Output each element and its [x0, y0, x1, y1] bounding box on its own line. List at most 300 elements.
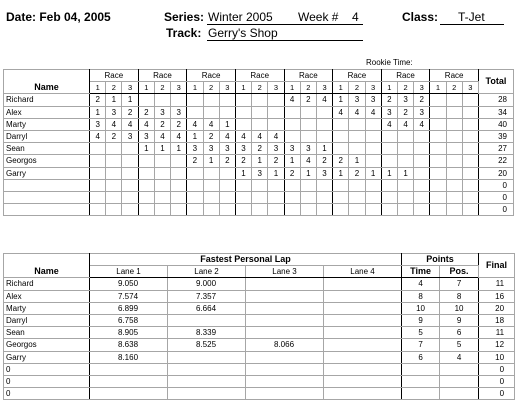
race-header: Race	[235, 70, 284, 82]
racer-name: Alex	[4, 290, 90, 302]
race-position-cell	[300, 191, 316, 203]
race-position-cell	[430, 191, 446, 203]
lane2-time	[168, 375, 246, 387]
race-position-cell: 2	[414, 94, 430, 106]
lane-number: 2	[106, 82, 122, 94]
race-position-cell: 4	[333, 106, 349, 118]
lane1-time	[90, 375, 168, 387]
time-points: 5	[402, 327, 440, 339]
race-position-cell: 1	[235, 167, 251, 179]
race-position-cell	[268, 118, 284, 130]
final-points: 0	[479, 363, 515, 375]
race-position-cell: 1	[187, 130, 203, 142]
track-label: Track:	[166, 26, 202, 40]
race-position-cell	[154, 191, 170, 203]
race-position-cell	[397, 191, 413, 203]
name-header: Name	[4, 70, 90, 94]
pos-points: 4	[440, 351, 479, 363]
race-position-cell: 2	[122, 106, 138, 118]
series-value: Winter 2005	[208, 10, 273, 24]
lane3-time	[246, 351, 324, 363]
race-position-cell	[252, 106, 268, 118]
race-position-cell: 2	[284, 167, 300, 179]
lane4-time	[324, 375, 402, 387]
final-points: 20	[479, 302, 515, 314]
race-position-cell	[414, 191, 430, 203]
race-position-cell	[365, 143, 381, 155]
name-header: Name	[4, 254, 90, 278]
race-position-cell	[90, 167, 106, 179]
lane-header: Lane 4	[324, 266, 402, 278]
lane2-time	[168, 363, 246, 375]
race-position-cell: 4	[203, 118, 219, 130]
lane1-time: 6.758	[90, 314, 168, 326]
race-position-cell	[414, 179, 430, 191]
race-position-cell	[154, 179, 170, 191]
total-cell: 0	[478, 179, 513, 191]
race-header: Race	[381, 70, 430, 82]
race-position-cell	[187, 179, 203, 191]
race-position-cell	[219, 94, 235, 106]
race-position-cell	[252, 118, 268, 130]
final-points: 16	[479, 290, 515, 302]
race-position-cell	[154, 155, 170, 167]
racer-name: Richard	[4, 278, 90, 290]
race-position-cell: 1	[122, 94, 138, 106]
total-cell: 20	[478, 167, 513, 179]
race-position-cell: 2	[349, 167, 365, 179]
race-position-cell	[219, 167, 235, 179]
total-header: Total	[478, 70, 513, 94]
race-position-cell: 3	[171, 106, 187, 118]
race-position-cell	[462, 94, 478, 106]
race-position-cell: 1	[397, 167, 413, 179]
race-position-cell: 1	[138, 143, 154, 155]
race-position-cell	[333, 191, 349, 203]
lane-number: 3	[316, 82, 332, 94]
date-label: Date: Feb 04, 2005	[6, 10, 111, 24]
race-position-cell: 3	[381, 106, 397, 118]
race-position-cell	[106, 155, 122, 167]
table-row	[4, 167, 514, 179]
lane4-time	[324, 388, 402, 400]
series-underline	[207, 24, 363, 25]
race-position-cell	[235, 191, 251, 203]
lane1-time	[90, 388, 168, 400]
lane-number: 1	[333, 82, 349, 94]
race-position-cell: 1	[333, 167, 349, 179]
lane-number: 1	[187, 82, 203, 94]
table-row	[4, 106, 514, 118]
racer-name: Sean	[4, 143, 90, 155]
table-row	[4, 179, 514, 191]
race-position-cell	[138, 179, 154, 191]
lane-number: 3	[365, 82, 381, 94]
time-points	[402, 375, 440, 387]
pos-points	[440, 388, 479, 400]
race-position-cell	[171, 179, 187, 191]
lane4-time	[324, 314, 402, 326]
race-position-cell	[252, 191, 268, 203]
race-position-cell	[284, 179, 300, 191]
race-position-cell: 4	[349, 106, 365, 118]
race-position-cell	[430, 204, 446, 216]
table-row	[4, 302, 515, 314]
race-position-cell	[154, 94, 170, 106]
race-position-cell	[187, 204, 203, 216]
race-position-cell	[252, 94, 268, 106]
lane2-time: 6.664	[168, 302, 246, 314]
race-position-cell: 1	[252, 155, 268, 167]
race-position-cell: 3	[414, 106, 430, 118]
race-position-cell	[446, 118, 462, 130]
race-position-cell	[446, 106, 462, 118]
lane-number: 3	[414, 82, 430, 94]
race-position-cell	[430, 130, 446, 142]
lane-number: 1	[284, 82, 300, 94]
race-position-cell	[284, 204, 300, 216]
racer-name	[4, 179, 90, 191]
final-points: 12	[479, 339, 515, 351]
race-position-cell: 2	[333, 155, 349, 167]
race-position-cell: 1	[268, 167, 284, 179]
total-cell: 39	[478, 130, 513, 142]
race-position-cell: 4	[381, 118, 397, 130]
race-position-cell: 2	[106, 130, 122, 142]
lane2-time	[168, 388, 246, 400]
race-position-cell	[90, 143, 106, 155]
race-position-cell: 3	[300, 143, 316, 155]
table-row	[4, 278, 515, 290]
race-position-cell	[381, 179, 397, 191]
race-position-cell	[446, 130, 462, 142]
race-position-cell: 4	[154, 130, 170, 142]
race-position-cell	[90, 155, 106, 167]
race-position-cell: 3	[219, 143, 235, 155]
pos-points	[440, 363, 479, 375]
race-position-cell	[284, 106, 300, 118]
pos-points	[440, 375, 479, 387]
lane-number: 2	[446, 82, 462, 94]
race-position-cell	[187, 106, 203, 118]
lane-header: Lane 3	[246, 266, 324, 278]
race-position-cell	[365, 204, 381, 216]
race-position-cell: 3	[284, 143, 300, 155]
race-position-cell	[203, 106, 219, 118]
race-position-cell: 4	[268, 130, 284, 142]
race-position-cell: 2	[187, 155, 203, 167]
race-position-cell: 2	[138, 106, 154, 118]
race-position-cell	[333, 130, 349, 142]
race-position-cell	[268, 94, 284, 106]
race-position-cell	[430, 94, 446, 106]
race-position-cell	[381, 143, 397, 155]
race-position-cell	[446, 155, 462, 167]
race-position-cell: 1	[316, 143, 332, 155]
total-cell: 0	[478, 204, 513, 216]
final-points: 11	[479, 327, 515, 339]
racer-name: Darryl	[4, 314, 90, 326]
race-position-cell: 1	[333, 94, 349, 106]
race-position-cell	[122, 191, 138, 203]
lane-number: 3	[171, 82, 187, 94]
race-position-cell: 4	[187, 118, 203, 130]
lane2-time	[168, 314, 246, 326]
race-position-cell: 4	[252, 130, 268, 142]
race-position-cell: 2	[300, 94, 316, 106]
race-position-cell: 2	[203, 130, 219, 142]
race-position-cell: 3	[252, 167, 268, 179]
lane4-time	[324, 327, 402, 339]
race-position-cell	[462, 179, 478, 191]
pos-points: 10	[440, 302, 479, 314]
lane3-time	[246, 388, 324, 400]
lane2-time: 7.357	[168, 290, 246, 302]
pos-points: 9	[440, 314, 479, 326]
race-position-cell: 3	[316, 167, 332, 179]
race-position-cell: 3	[90, 118, 106, 130]
race-position-cell: 4	[316, 94, 332, 106]
lane1-time: 9.050	[90, 278, 168, 290]
table-row	[4, 363, 515, 375]
race-position-cell	[446, 94, 462, 106]
lane-number: 3	[219, 82, 235, 94]
racer-name: Sean	[4, 327, 90, 339]
racer-name: Darryl	[4, 130, 90, 142]
race-position-cell	[349, 143, 365, 155]
race-position-cell	[414, 143, 430, 155]
race-position-cell: 1	[171, 143, 187, 155]
race-position-cell	[300, 118, 316, 130]
race-header: Race	[430, 70, 479, 82]
race-position-cell: 4	[284, 94, 300, 106]
race-position-cell: 3	[235, 143, 251, 155]
lane1-time: 7.574	[90, 290, 168, 302]
lane-number: 2	[349, 82, 365, 94]
lane-number: 2	[203, 82, 219, 94]
table-row	[4, 94, 514, 106]
pos-points: 5	[440, 339, 479, 351]
race-position-cell: 3	[268, 143, 284, 155]
time-points	[402, 388, 440, 400]
race-position-cell	[333, 118, 349, 130]
race-position-cell: 4	[219, 130, 235, 142]
pos-points: 8	[440, 290, 479, 302]
pos-points: 6	[440, 327, 479, 339]
race-position-cell	[446, 191, 462, 203]
lane2-time	[168, 351, 246, 363]
race-position-cell: 3	[365, 94, 381, 106]
race-header: Race	[138, 70, 187, 82]
race-position-cell	[138, 167, 154, 179]
lane3-time	[246, 278, 324, 290]
table-row	[4, 143, 514, 155]
race-position-cell	[268, 106, 284, 118]
race-position-cell	[171, 204, 187, 216]
lane1-time	[90, 363, 168, 375]
race-position-cell	[446, 204, 462, 216]
race-position-cell	[397, 155, 413, 167]
lane-number: 2	[252, 82, 268, 94]
race-position-cell	[235, 106, 251, 118]
race-position-cell	[203, 167, 219, 179]
final-points: 0	[479, 375, 515, 387]
racer-name: Marty	[4, 302, 90, 314]
race-position-cell: 3	[154, 106, 170, 118]
lane3-time	[246, 290, 324, 302]
racer-name	[4, 204, 90, 216]
race-position-cell: 1	[203, 155, 219, 167]
race-position-cell	[316, 106, 332, 118]
lane-number: 3	[462, 82, 478, 94]
race-position-cell	[203, 94, 219, 106]
lane3-time	[246, 314, 324, 326]
race-position-cell	[106, 167, 122, 179]
table-row	[4, 375, 515, 387]
race-position-cell	[171, 191, 187, 203]
race-position-cell: 1	[381, 167, 397, 179]
race-position-cell	[171, 155, 187, 167]
race-position-cell	[268, 191, 284, 203]
time-header: Time	[402, 266, 440, 278]
pos-points: 7	[440, 278, 479, 290]
lane-number: 1	[430, 82, 446, 94]
race-position-cell	[462, 204, 478, 216]
lane2-time: 8.339	[168, 327, 246, 339]
lane2-time: 8.525	[168, 339, 246, 351]
lane1-time: 8.638	[90, 339, 168, 351]
race-position-cell: 4	[122, 118, 138, 130]
table-row	[4, 118, 514, 130]
lane4-time	[324, 302, 402, 314]
race-position-cell: 1	[365, 167, 381, 179]
lane4-time	[324, 290, 402, 302]
race-position-cell	[316, 179, 332, 191]
race-position-cell	[268, 204, 284, 216]
race-position-cell	[365, 179, 381, 191]
table-row	[4, 204, 514, 216]
race-position-cell	[462, 191, 478, 203]
race-position-cell	[365, 155, 381, 167]
fastest-lap-table	[3, 253, 515, 400]
race-position-cell: 3	[106, 106, 122, 118]
race-position-cell	[106, 143, 122, 155]
race-position-cell	[462, 143, 478, 155]
race-header: Race	[187, 70, 236, 82]
race-position-cell	[219, 106, 235, 118]
lane-header: Lane 1	[90, 266, 168, 278]
race-position-cell: 2	[381, 94, 397, 106]
lane3-time	[246, 363, 324, 375]
race-position-cell	[235, 118, 251, 130]
race-position-cell	[430, 155, 446, 167]
time-points: 10	[402, 302, 440, 314]
race-position-cell: 1	[106, 94, 122, 106]
race-position-cell: 3	[203, 143, 219, 155]
race-position-cell	[414, 167, 430, 179]
final-points: 11	[479, 278, 515, 290]
race-position-cell: 3	[349, 94, 365, 106]
race-position-cell	[316, 130, 332, 142]
race-position-cell	[365, 118, 381, 130]
time-points: 9	[402, 314, 440, 326]
race-position-cell	[284, 130, 300, 142]
table-row	[4, 339, 515, 351]
race-position-cell	[252, 179, 268, 191]
total-cell: 34	[478, 106, 513, 118]
race-position-cell	[252, 204, 268, 216]
class-value: T-Jet	[458, 10, 485, 24]
table-row	[4, 327, 515, 339]
racer-name: 0	[4, 363, 90, 375]
race-position-cell: 4	[235, 130, 251, 142]
race-position-cell	[203, 204, 219, 216]
race-position-cell: 2	[268, 155, 284, 167]
race-position-cell	[430, 106, 446, 118]
racer-name: Richard	[4, 94, 90, 106]
race-position-cell: 2	[316, 155, 332, 167]
rookie-time-label: Rookie Time:	[366, 58, 413, 67]
lane4-time	[324, 339, 402, 351]
table-row	[4, 351, 515, 363]
race-position-cell: 4	[106, 118, 122, 130]
race-position-cell	[138, 94, 154, 106]
time-points: 8	[402, 290, 440, 302]
race-position-cell: 4	[138, 118, 154, 130]
race-position-cell	[154, 204, 170, 216]
race-position-cell	[430, 143, 446, 155]
race-position-cell: 2	[154, 118, 170, 130]
race-position-cell: 4	[414, 118, 430, 130]
race-position-cell	[284, 118, 300, 130]
lane1-time: 6.899	[90, 302, 168, 314]
lane1-time: 8.160	[90, 351, 168, 363]
lane-number: 2	[154, 82, 170, 94]
race-position-cell	[284, 191, 300, 203]
race-position-cell	[300, 204, 316, 216]
race-position-cell	[414, 155, 430, 167]
race-position-cell	[122, 179, 138, 191]
race-position-cell	[462, 167, 478, 179]
week-value: 4	[352, 10, 359, 24]
race-position-cell	[90, 179, 106, 191]
race-position-cell	[300, 106, 316, 118]
race-position-cell	[268, 179, 284, 191]
race-position-cell	[171, 94, 187, 106]
race-results-table	[3, 69, 514, 216]
race-position-cell	[122, 155, 138, 167]
lane4-time	[324, 351, 402, 363]
class-label: Class:	[402, 10, 439, 24]
race-header: Race	[284, 70, 333, 82]
race-position-cell: 4	[90, 130, 106, 142]
race-position-cell	[219, 191, 235, 203]
pos-header: Pos.	[440, 266, 479, 278]
race-position-cell	[349, 118, 365, 130]
race-position-cell	[316, 204, 332, 216]
race-position-cell	[106, 204, 122, 216]
race-position-cell	[90, 191, 106, 203]
race-position-cell	[219, 179, 235, 191]
week-label: Week #	[298, 10, 339, 24]
race-position-cell: 3	[187, 143, 203, 155]
race-position-cell	[90, 204, 106, 216]
race-position-cell: 4	[300, 155, 316, 167]
race-position-cell: 2	[252, 143, 268, 155]
race-position-cell	[333, 179, 349, 191]
race-position-cell	[106, 191, 122, 203]
race-position-cell: 4	[171, 130, 187, 142]
